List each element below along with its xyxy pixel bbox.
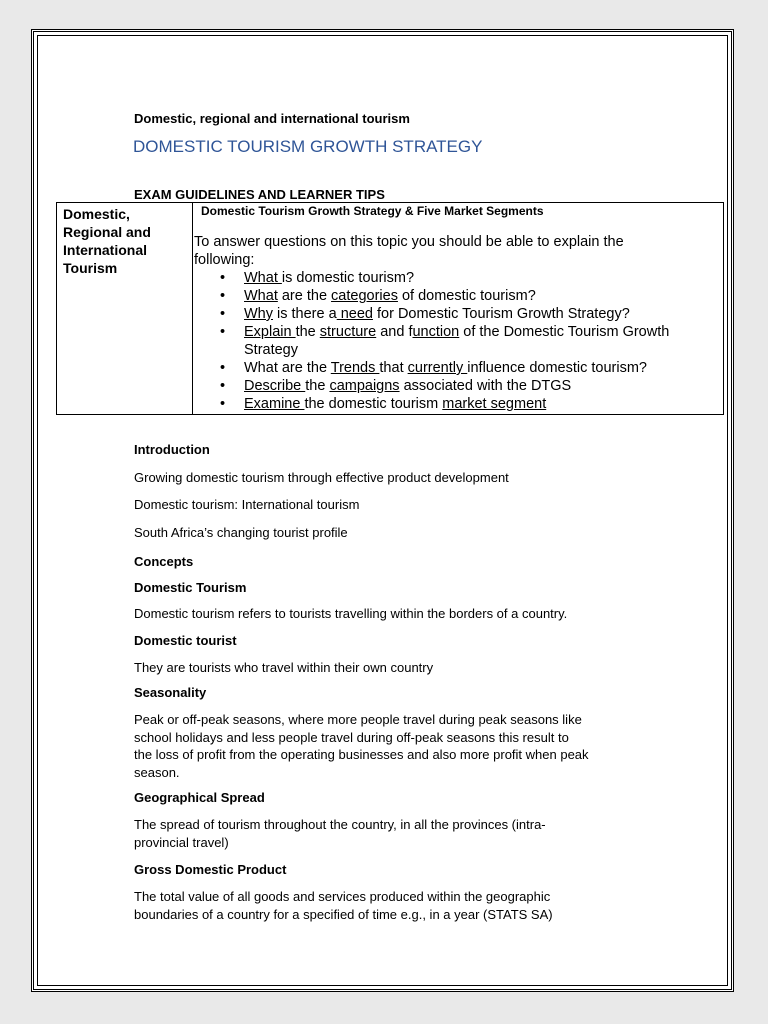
list-item (220, 305, 700, 323)
topic-line: Tourism (63, 260, 118, 276)
definition-line: school holidays and less people travel during off-peak seasons this result to (134, 729, 569, 745)
list-item (220, 395, 700, 413)
text: for Domestic Tourism Growth Strategy? (372, 306, 630, 322)
underlined-text: market segment (442, 396, 547, 412)
underlined-text: need (336, 306, 373, 322)
text: influence domestic tourism? (467, 360, 647, 376)
topic-line: International (63, 242, 148, 258)
subject-heading: Domestic, regional and international tourism (134, 111, 410, 126)
text: the domestic tourism (304, 396, 443, 412)
list-item (220, 359, 700, 377)
concept-term: Domestic tourist (134, 633, 237, 648)
introduction-line: Growing domestic tourism through effective product development (134, 470, 509, 485)
page-border (37, 35, 728, 986)
topic-line: Regional and (63, 224, 151, 240)
underlined-text: Examine (244, 396, 305, 412)
concept-definition (134, 711, 644, 781)
text: is domestic tourism? (281, 270, 415, 286)
concept-term: Geographical Spread (134, 790, 265, 805)
definition-line: season. (134, 764, 180, 780)
concept-definition (134, 888, 644, 923)
concepts-heading: Concepts (134, 554, 194, 569)
tips-heading: EXAM GUIDELINES AND LEARNER TIPS (134, 187, 385, 202)
underlined-text: Trends (330, 360, 380, 376)
list-item (220, 323, 700, 359)
list-item (220, 377, 700, 395)
tips-topic-cell (57, 203, 193, 414)
definition-line: The total value of all goods and services produced within the geographic (134, 889, 551, 904)
tips-intro-line: following: (194, 252, 255, 268)
introduction-heading: Introduction (134, 442, 210, 457)
underlined-text: currently (407, 360, 468, 376)
concept-definition (134, 816, 644, 851)
definition-line: The spread of tourism throughout the country, in all the provinces (intra- (134, 817, 546, 832)
text: What are the (244, 360, 331, 376)
tips-sub-title: Domestic Tourism Growth Strategy & Five Market Segments (201, 204, 544, 218)
concept-term: Gross Domestic Product (134, 862, 287, 877)
underlined-text: Describe (244, 378, 306, 394)
text: the (305, 378, 330, 394)
definition-line: provincial travel) (134, 834, 229, 850)
list-item (220, 287, 700, 305)
text: associated with the DTGS (399, 378, 572, 394)
text: are the (277, 288, 332, 304)
tips-intro (194, 233, 694, 269)
text: of the Domestic Tourism Growth Strategy (244, 324, 670, 358)
concept-definition: They are tourists who travel within their own country (134, 660, 434, 675)
text: is there a (273, 306, 337, 322)
introduction-line: South Africa’s changing tourist profile (134, 525, 348, 540)
concept-term: Seasonality (134, 685, 207, 700)
definition-line: boundaries of a country for a specified of time e.g., in a year (STATS SA) (134, 906, 553, 922)
underlined-text: What (244, 288, 278, 304)
underlined-text: Explain (244, 324, 296, 340)
tips-bullet-list (220, 269, 700, 413)
text: that (379, 360, 408, 376)
list-item (220, 269, 700, 287)
underlined-text: Why (244, 306, 273, 322)
definition-line: the loss of profit from the operating businesses and also more profit when peak (134, 747, 589, 762)
underlined-text: What (244, 270, 282, 286)
concept-definition: Domestic tourism refers to tourists travelling within the borders of a country. (134, 606, 568, 621)
topic-line: Domestic, (63, 206, 130, 222)
underlined-text: categories (331, 288, 398, 304)
underlined-text: structure (319, 324, 377, 340)
underlined-text: unction (412, 324, 460, 340)
text: of domestic tourism? (397, 288, 536, 304)
tips-intro-line: To answer questions on this topic you should be able to explain the (194, 234, 624, 250)
text: and f (376, 324, 413, 340)
introduction-line: Domestic tourism: International tourism (134, 497, 360, 512)
underlined-text: campaigns (329, 378, 400, 394)
document-page (31, 29, 734, 992)
text: the (295, 324, 320, 340)
document-title: DOMESTIC TOURISM GROWTH STRATEGY (133, 137, 483, 156)
tips-content-cell (194, 203, 723, 414)
concept-term: Domestic Tourism (134, 580, 247, 595)
definition-line: Peak or off-peak seasons, where more people travel during peak seasons like (134, 712, 582, 727)
tips-table (56, 202, 724, 415)
